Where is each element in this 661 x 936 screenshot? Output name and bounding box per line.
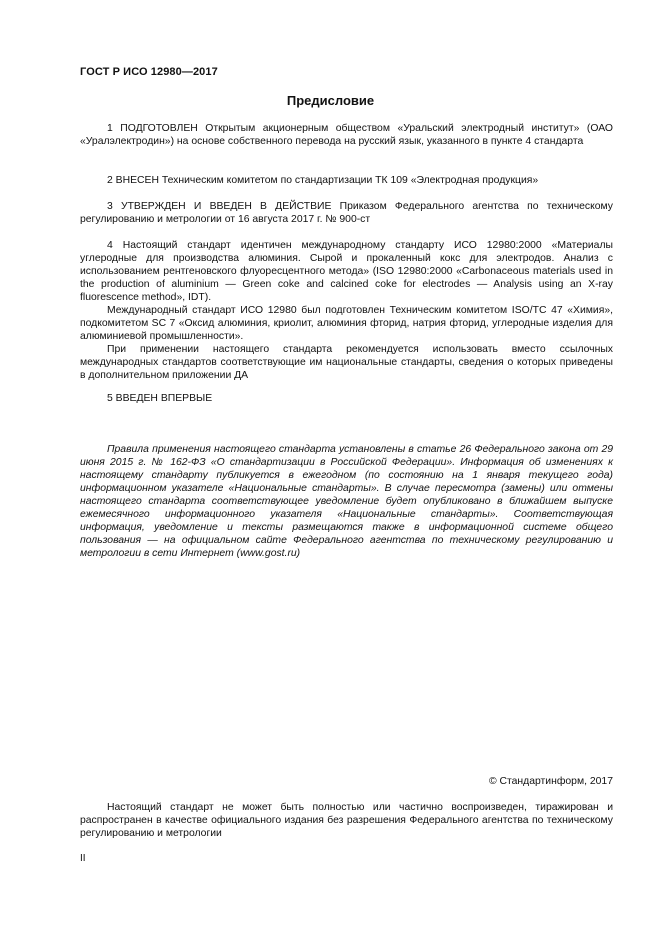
paragraph-reference-standards: При применении настоящего стандарта рекомендуется использовать вместо ссылочных международных стандартов соответствующие им национальные стандарты, сведения о которых приведены в дополнительном приложении ДА — [80, 344, 613, 381]
copyright-line: © Стандартинформ, 2017 — [488, 776, 613, 787]
page-title: Предисловие — [286, 93, 375, 108]
paragraph-international-committee: Международный стандарт ИСО 12980 был подготовлен Техническим комитетом ISO/TC 47 «Химия», подкомитетом SC 7 «Оксид алюминия, криолит, алюминия фторид, натрия фторид, углеродные изделия для алюминиевой промышленности». — [80, 305, 613, 342]
reproduction-notice: Настоящий стандарт не может быть полностью или частично воспроизведен, тиражирован и распространен в качестве официального издания без разрешения Федерального агентства по техническому регулированию и метрологии — [80, 802, 613, 839]
standard-id-header: ГОСТ Р ИСО 12980—2017 — [80, 66, 218, 78]
page-number: II — [80, 853, 86, 864]
paragraph-first-introduced: 5 ВВЕДЕН ВПЕРВЫЕ — [107, 393, 213, 404]
paragraph-introduced-by: 2 ВНЕСЕН Техническим комитетом по стандартизации ТК 109 «Электродная продукция» — [107, 175, 539, 186]
rules-notice: Правила применения настоящего стандарта установлены в статье 26 Федерального закона от 29 июня 2015 г. № 162-ФЗ «О стандартизации в Российской Федерации». Информация об изменениях к настоящему стандарту публикуется в ежегодном (по состоянию на 1 января текущего года) информационном указателе «Национальные стандарты». В случае пересмотра (замены) или отмены настоящего стандарта соответствующее уведомление будет опубликовано в ближайшем выпуске ежемесячного информационного указателя «Национальные стандарты». Соответствующая информация, уведомление и тексты размещаются также в информационной системе общего пользования — на официальном сайте Федерального агентства по техническому регулированию и метрологии в сети Интернет (www.gost.ru) — [80, 444, 613, 559]
paragraph-approved: 3 УТВЕРЖДЕН И ВВЕДЕН В ДЕЙСТВИЕ Приказом Федерального агентства по техническому регулированию и метрологии от 16 августа 2017 г. № 900-ст — [80, 201, 613, 225]
paragraph-identical-standard: 4 Настоящий стандарт идентичен международному стандарту ИСО 12980:2000 «Материалы углеродные для производства алюминия. Сырой и прокаленный кокс для электродов. Анализ с использованием рентгеновского флуоресцентного метода» (ISO 12980:2000 «Carbonaceous materials used in the production of aluminium — Green coke and calcined coke for electrodes — Analysis using an X-ray fluorescence method», IDT). — [80, 240, 613, 303]
paragraph-prepared-by: 1 ПОДГОТОВЛЕН Открытым акционерным обществом «Уральский электродный институт» (ОАО «Уралэлектродин») на основе собственного перевода на русский язык, указанного в пункте 4 стандарта — [80, 123, 613, 147]
